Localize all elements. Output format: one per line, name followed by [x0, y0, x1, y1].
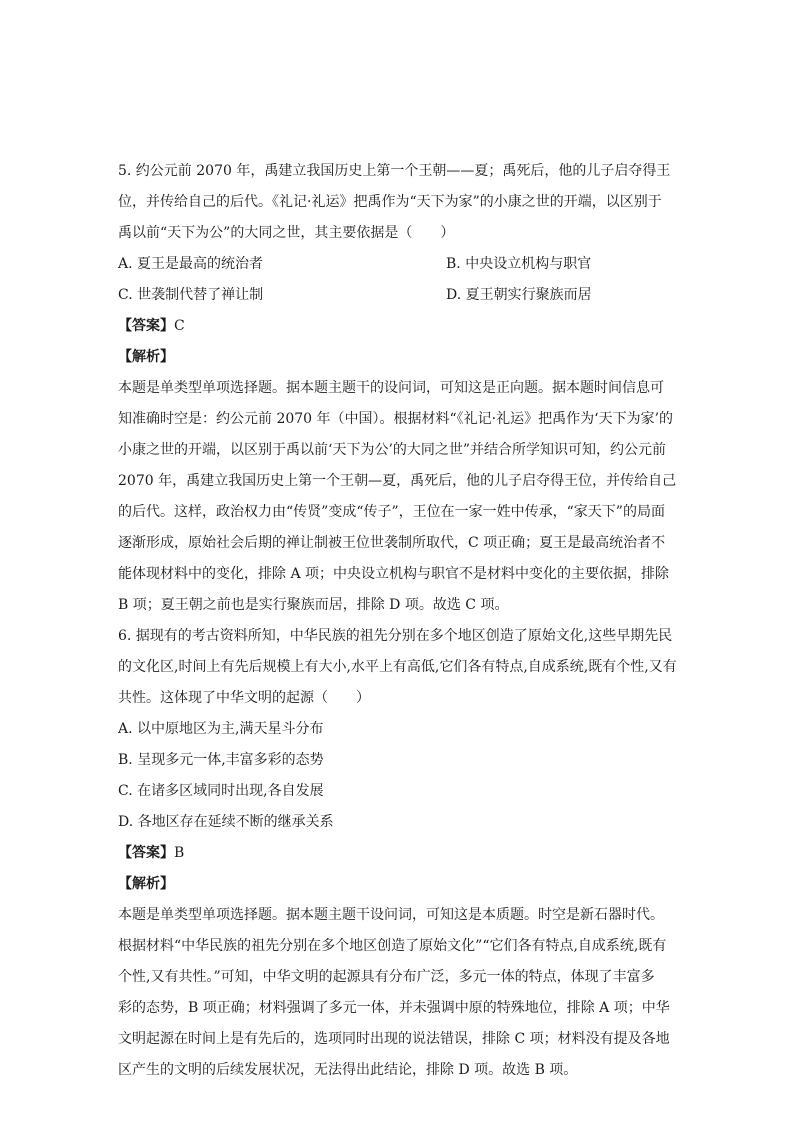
question-6-analysis: [118, 900, 678, 1086]
question-6-stem-line-3: 共性。这体现了中华文明的起源（ ）: [118, 690, 370, 706]
question-5-stem-line-2: 位，并传给自己的后代。《礼记·礼运》把禹作为“天下为家”的小康之世的开端，以区别于: [118, 194, 662, 210]
question-6-stem: [118, 621, 678, 714]
question-5-stem-line-3: 禹以前“天下为公”的大同之世，其主要依据是（ ）: [118, 225, 455, 241]
question-5-analysis-line-1: 本题是单类型单项选择题。据本题主题干的设问词，可知这是正向题。据本题时间信息可: [118, 380, 664, 396]
question-5-answer: [118, 311, 678, 342]
question-5-answer-label: 【答案】: [118, 318, 174, 334]
question-5-analysis-line-5: 的后代。这样，政治权力由“传贤”变成“传子”，王位在一家一姓中传承，“家天下”的局面: [118, 504, 665, 520]
question-5-analysis-line-6: 逐渐形成，原始社会后期的禅让制被王位世袭制所取代，C 项正确；夏王是最高统治者不: [118, 535, 666, 551]
question-5-option-b: B. 中央设立机构与职官: [446, 256, 592, 272]
question-5-analysis-label: 【解析】: [118, 349, 174, 365]
question-6-option-a: A. 以中原地区为主,满天星斗分布: [118, 721, 324, 737]
question-6: [118, 621, 678, 1086]
question-6-stem-line-2: 的文化区,时间上有先后规模上有大小,水平上有高低,它们各有特点,自成系统,既有个性,又有: [118, 659, 677, 675]
question-5: [118, 156, 678, 621]
question-5-stem-line-1: 5. 约公元前 2070 年，禹建立我国历史上第一个王朝——夏；禹死后，他的儿子启夺得王: [118, 163, 671, 179]
question-6-analysis-line-6: 区产生的文明的后续发展状况，无法得出此结论，排除 D 项。故选 B 项。: [118, 1062, 578, 1078]
document-page: [118, 156, 678, 1086]
question-5-answer-value: C: [174, 318, 185, 334]
question-5-option-d: D. 夏王朝实行聚族而居: [446, 287, 592, 303]
question-6-stem-line-1: 6. 据现有的考古资料所知，中华民族的祖先分别在多个地区创造了原始文化,这些早期先民: [118, 628, 673, 644]
question-5-analysis-line-2: 知准确时空是：约公元前 2070 年（中国）。根据材料“《礼记·礼运》把禹作为‘天下为家’的: [118, 411, 674, 427]
question-6-analysis-line-1: 本题是单类型单项选择题。据本题主题干设问词，可知这是本质题。时空是新石器时代。: [118, 907, 664, 923]
question-5-analysis: [118, 373, 678, 621]
question-6-option-b: B. 呈现多元一体,丰富多彩的态势: [118, 752, 324, 768]
question-6-option-d: D. 各地区存在延续不断的继承关系: [118, 814, 334, 830]
question-6-analysis-line-3: 个性,又有共性。”可知，中华文明的起源具有分布广泛，多元一体的特点，体现了丰富多: [118, 969, 655, 985]
question-6-analysis-line-4: 彩的态势，B 项正确；材料强调了多元一体，并未强调中原的特殊地位，排除 A 项；中华: [118, 1000, 670, 1016]
question-5-stem: [118, 156, 678, 249]
question-5-analysis-line-8: B 项；夏王朝之前也是实行聚族而居，排除 D 项。故选 C 项。: [118, 597, 509, 613]
question-5-analysis-line-7: 能体现材料中的变化，排除 A 项；中央设立机构与职官不是材料中变化的主要依据，排除: [118, 566, 670, 582]
question-6-analysis-label: 【解析】: [118, 876, 174, 892]
question-6-analysis-line-5: 文明起源在时间上是有先后的，选项同时出现的说法错误，排除 C 项；材料没有提及各地: [118, 1031, 670, 1047]
question-5-analysis-line-3: 小康之世的开端，以区别于禹以前‘天下为公’的大同之世”并结合所学知识可知，约公元前: [118, 442, 667, 458]
question-5-analysis-line-4: 2070 年，禹建立我国历史上第一个王朝—夏，禹死后，他的儿子启夺得王位，并传给自己: [118, 473, 677, 489]
question-6-answer: [118, 838, 678, 869]
question-6-answer-value: B: [174, 845, 185, 861]
question-5-options-row-2: [118, 280, 678, 311]
question-5-options-row-1: [118, 249, 678, 280]
question-6-option-c: C. 在诸多区域同时出现,各自发展: [118, 783, 324, 799]
question-6-analysis-line-2: 根据材料“中华民族的祖先分别在多个地区创造了原始文化”“它们各有特点,自成系统,既有: [118, 938, 667, 954]
question-6-answer-label: 【答案】: [118, 845, 174, 861]
question-5-option-c: C. 世袭制代替了禅让制: [118, 287, 264, 303]
question-5-option-a: A. 夏王是最高的统治者: [118, 256, 264, 272]
